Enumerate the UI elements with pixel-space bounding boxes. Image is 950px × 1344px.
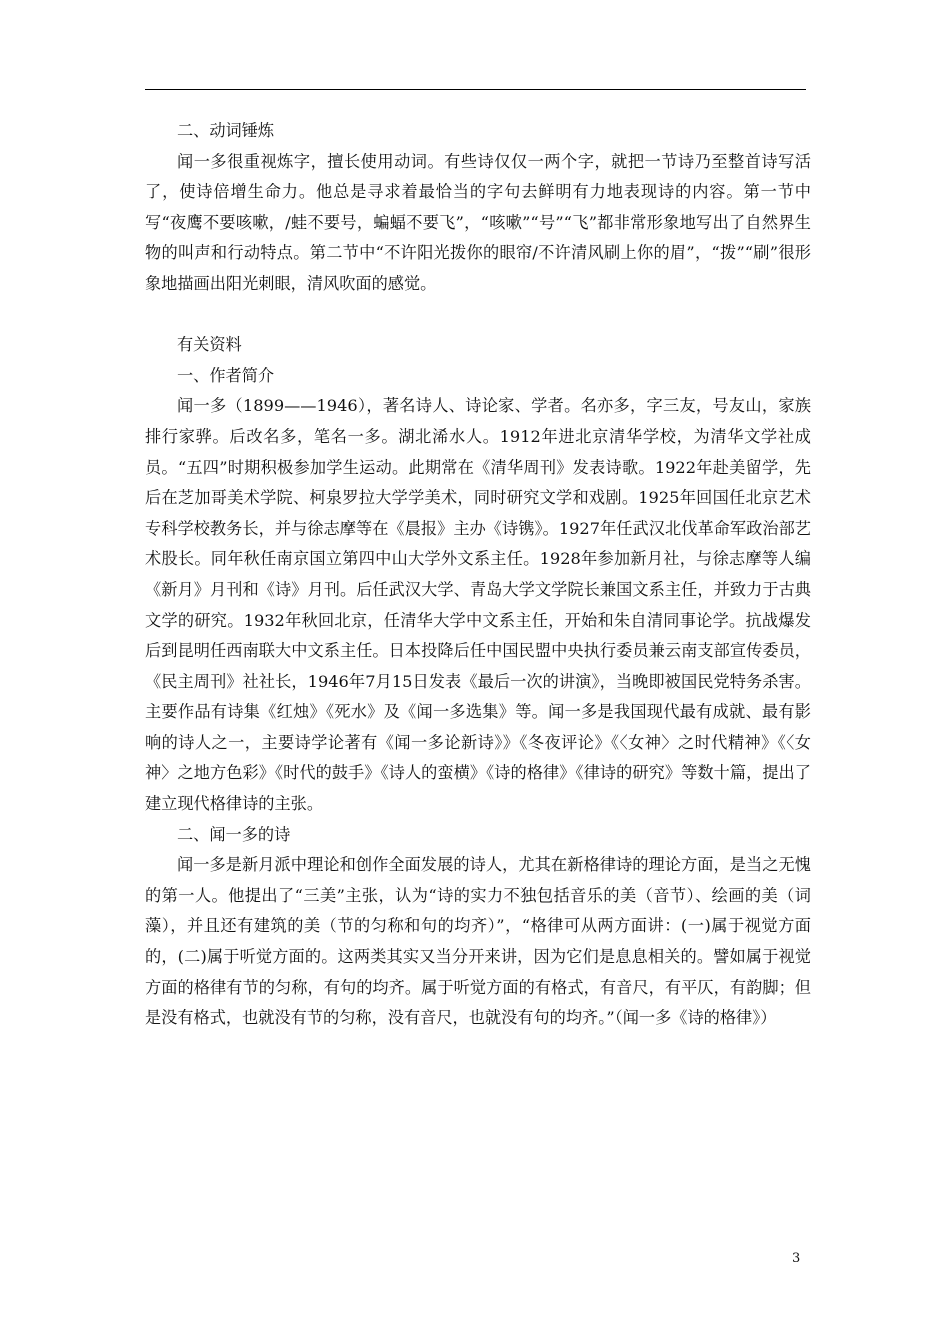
resources-title: 有关资料 — [177, 335, 242, 355]
section-spacer — [145, 300, 811, 331]
paragraph-poetry: 闻一多是新月派中理论和创作全面发展的诗人，尤其在新格律诗的理论方面，是当之无愧的第一人。他提出了“三美”主张，认为“诗的实力不独包括音乐的美（音节）、绘画的美（词藻），并且还有建筑的美（节的匀称和句的均齐）”，“格律可从两方面讲：(一)属于视觉方面的，(二)属于听觉方面的。这两类其实又当分开来讲，因为它们是息息相关的。譬如属于视觉方面的格律有节的匀称，有句的均齐。属于听觉方面的有格式，有音尺，有平仄，有韵脚；但是没有格式，也就没有节的匀称，没有音尺，也就没有句的均齐。”（闻一多《诗的格律》） — [145, 855, 811, 1028]
header-rule — [145, 89, 806, 90]
paragraph-verb-refinement: 闻一多很重视炼字，擅长使用动词。有些诗仅仅一两个字，就把一节诗乃至整首诗写活了，使诗倍增生命力。他总是寻求着最恰当的字句去鲜明有力地表现诗的内容。第一节中写“夜鹰不要咳嗽，/蛙不要号，蝙蝠不要飞”，“咳嗽”“号”“飞”都非常形象地写出了自然界生物的叫声和行动特点。第二节中“不许阳光拨你的眼帘/不许清风刷上你的眉”，“拨”“刷”很形象地描画出阳光刺眼，清风吹面的感觉。 — [145, 151, 811, 293]
section-heading-author-intro: 一、作者简介 — [177, 365, 275, 385]
section-heading-poetry: 二、闻一多的诗 — [177, 824, 291, 844]
page-number: 3 — [792, 1251, 801, 1266]
paragraph-author-intro: 闻一多（1899——1946），著名诗人、诗论家、学者。名亦多，字三友，号友山，家族排行家骅。后改名多，笔名一多。湖北浠水人。1912年进北京清华学校，为清华文学社成员。“五四”时期积极参加学生运动。此期常在《清华周刊》发表诗歌。1922年赴美留学，先后在芝加哥美术学院、柯泉罗拉大学学美术，同时研究文学和戏剧。1925年回国任北京艺术专科学校教务长，并与徐志摩等在《晨报》主办《诗镌》。1927年任武汉北伐革命军政治部艺术股长。同年秋任南京国立第四中山大学外文系主任。1928年参加新月社，与徐志摩等人编《新月》月刊和《诗》月刊。后任武汉大学、青岛大学文学院长兼国文系主任，并致力于古典文学的研究。1932年秋回北京，任清华大学中文系主任，开始和朱自清同事论学。抗战爆发后到昆明任西南联大中文系主任。日本投降后任中国民盟中央执行委员兼云南支部宣传委员，《民主周刊》社社长，1946年7月15日发表《最后一次的讲演》，当晚即被国民党特务杀害。主要作品有诗集《红烛》《死水》及《闻一多选集》等。闻一多是我国现代最有成就、最有影响的诗人之一，主要诗学论著有《闻一多论新诗》》《冬夜评论》《〈女神〉之时代精神》《〈女神〉之地方色彩》《时代的鼓手》《诗人的蛮横》《诗的格律》《律诗的研究》等数十篇，提出了建立现代格律诗的主张。 — [145, 396, 811, 814]
document-body — [145, 116, 811, 1034]
section-heading-verb-refinement: 二、动词锤炼 — [177, 121, 275, 140]
